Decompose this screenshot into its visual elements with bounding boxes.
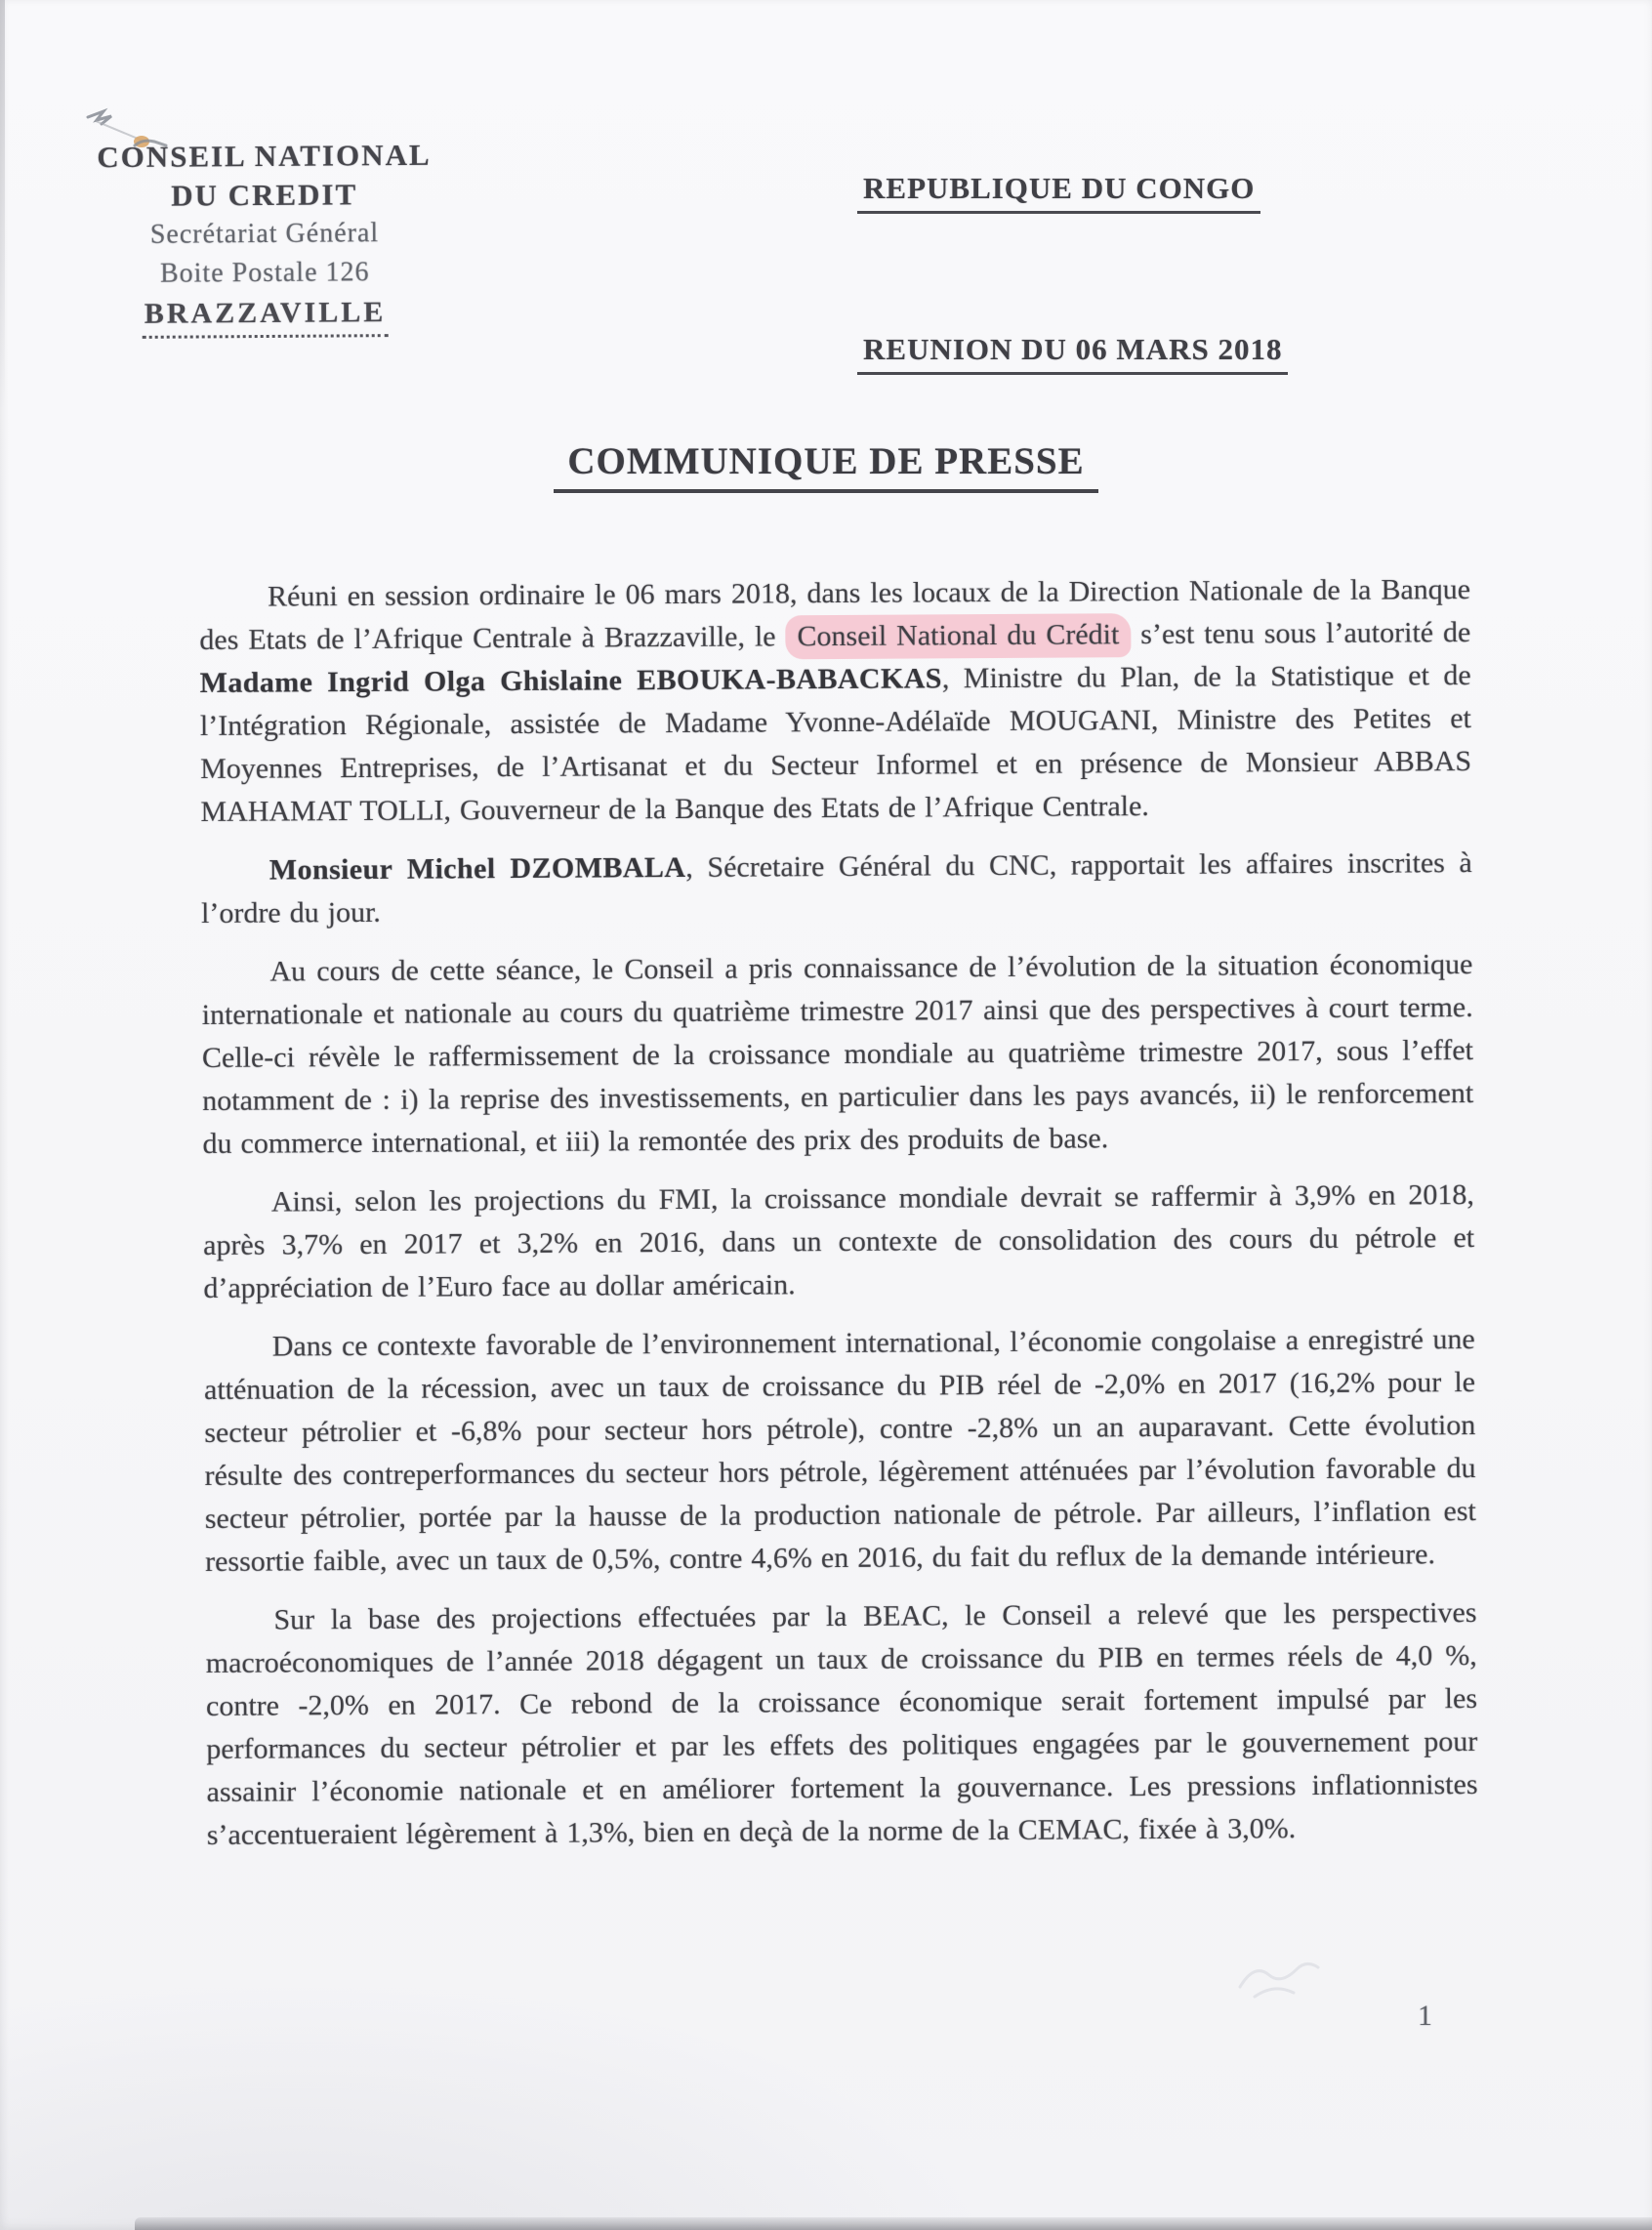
org-department: Secrétariat Général bbox=[149, 218, 380, 250]
title-row bbox=[191, 439, 1461, 493]
paragraph-4: Ainsi, selon les projections du FMI, la croissance mondiale devrait se raffermir à 3,9% en 2018, après 3,7% en 2017 et 3,2% en 2016, dans un contexte de consolidation des cours du pétrole et d’appréciation de l’Euro face au dollar américain. bbox=[203, 1178, 1475, 1304]
header-right bbox=[857, 168, 1345, 375]
paragraph-1 bbox=[199, 568, 1472, 834]
secretary-name-bold: Monsieur Michel DZOMBALA bbox=[268, 850, 686, 887]
paragraph-1-text: , Ministre du Plan, de la Statistique et de l’Intégration Régionale, assistée de Madame Yvonne-Adélaïde MOUGANI, Ministre des Petites et Moyennes Entreprises, de l’Artisanat et du Secteur Informel et en présence de Monsieur ABBAS MAHAMAT TOLLI, Gouverneur de la Banque des Etats de l’Afrique Centrale. bbox=[199, 659, 1472, 828]
scan-edge-left bbox=[0, 0, 5, 410]
org-po-box: Boite Postale 126 bbox=[159, 257, 370, 289]
paragraph-6: Sur la base des projections effectuées par la BEAC, le Conseil a relevé que les perspectives macroéconomiques de l’année 2018 dégagent un taux de croissance du PIB en termes réels de 4,0 %, contre -2,0% en 2017. Ce rebond de la croissance économique serait fortement impulsé par les performances du secteur pétrolier et par les effets des politiques engagées par le gouvernement pour assainir l’économie nationale et en améliorer fortement la gouvernance. Les pressions inflationnistes s’accentueraient légèrement à 1,3%, bien en deçà de la norme de la CEMAC, fixée à 3,0%. bbox=[205, 1596, 1478, 1851]
paragraph-5: Dans ce contexte favorable de l’environnement international, l’économie congolaise a enregistré une atténuation de la récession, avec un taux de croissance du PIB réel de -2,0% en 2017 (16,2% pour le secteur pétrolier et -6,8% pour secteur hors pétrole), contre -2,8% un an auparavant. Cette évolution résulte des contreperformances du secteur hors pétrole, légèrement atténuées par l’évolution favorable du secteur pétrolier, portée par la hausse de la production nationale de pétrole. Par ailleurs, l’inflation est ressortie faible, avec un taux de 0,5%, contre 4,6% en 2016, du fait du reflux de la demande intérieure. bbox=[203, 1323, 1476, 1578]
minister-name-bold: Madame Ingrid Olga Ghislaine EBOUKA-BABACKAS bbox=[199, 662, 942, 699]
scanner-bottom-edge bbox=[135, 2217, 1652, 2230]
pink-highlighted-text: Conseil National du Crédit bbox=[785, 613, 1131, 659]
paragraph-2-text: , Sécretaire Général du CNC, rapportait les affaires inscrites à l’ordre du jour. bbox=[200, 847, 1472, 929]
document-title: COMMUNIQUE DE PRESSE bbox=[554, 439, 1097, 493]
org-name-line2: DU CREDIT bbox=[171, 177, 358, 213]
document-body bbox=[199, 568, 1478, 1873]
paragraph-2 bbox=[201, 842, 1473, 935]
pencil-smudge-artifact bbox=[1220, 1928, 1338, 2016]
meeting-heading: REUNION DU 06 MARS 2018 bbox=[857, 329, 1288, 375]
letterhead bbox=[92, 136, 436, 339]
republic-heading: REPUBLIQUE DU CONGO bbox=[857, 168, 1260, 214]
org-name-line1: CONSEIL NATIONAL bbox=[97, 137, 432, 175]
paragraph-1-text: s’est tenu sous l’autorité de bbox=[1131, 616, 1471, 651]
paragraph-3: Au cours de cette séance, le Conseil a pris connaissance de l’évolution de la situation économique internationale et nationale au cours du quatrième trimestre 2017 ainsi que des perspectives à court terme. Celle-ci révèle le raffermissement de la croissance mondiale au quatrième trimestre 2017, sous l’effet notamment de : i) la reprise des investissements, en particulier dans les pays avancés, ii) le renforcement du commerce international, et iii) la remontée des prix des produits de base. bbox=[201, 948, 1474, 1160]
paragraph-1-text: Réuni en session ordinaire le 06 mars 2018, dans les locaux de la Direction Nationale de la Banque des Etats de l’Afrique Centrale à Brazzaville, le bbox=[199, 573, 1471, 656]
org-city: BRAZZAVILLE bbox=[143, 292, 389, 339]
page-number: 1 bbox=[1418, 2000, 1432, 2032]
